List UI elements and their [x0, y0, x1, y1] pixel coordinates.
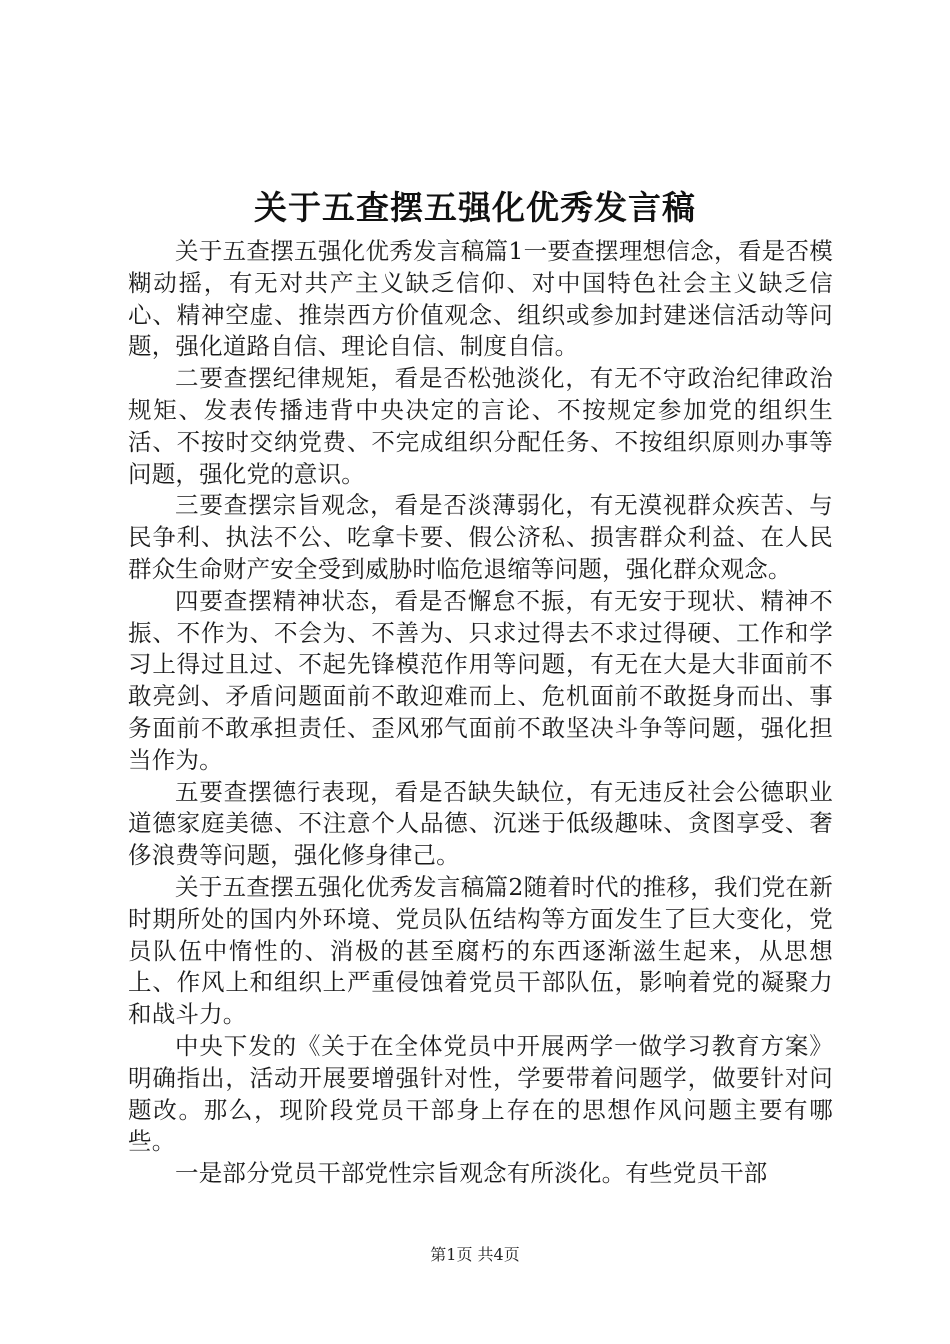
paragraph: 五要查摆德行表现，看是否缺失缺位，有无违反社会公德职业道德家庭美德、不注意个人品德、沉迷于低级趣味、贪图享受、奢侈浪费等问题，强化修身律己。 [128, 777, 833, 870]
document-body [128, 236, 833, 1190]
paragraph: 三要查摆宗旨观念，看是否淡薄弱化，有无漠视群众疾苦、与民争利、执法不公、吃拿卡要、假公济私、损害群众利益、在人民群众生命财产安全受到威胁时临危退缩等问题，强化群众观念。 [128, 491, 833, 583]
page-footer: 第1页 共4页 [430, 1245, 520, 1264]
paragraph: 一是部分党员干部党性宗旨观念有所淡化。有些党员干部 [175, 1159, 768, 1188]
paragraph: 中央下发的《关于在全体党员中开展两学一做学习教育方案》明确指出，活动开展要增强针对性，学要带着问题学，做要针对问题改。那么，现阶段党员干部身上存在的思想作风问题主要有哪些。 [128, 1031, 833, 1156]
paragraph: 关于五查摆五强化优秀发言稿篇1一要查摆理想信念，看是否模糊动摇，有无对共产主义缺乏信仰、对中国特色社会主义缺乏信心、精神空虚、推崇西方价值观念、组织或参加封建迷信活动等问题，强化道路自信、理论自信、制度自信。 [128, 237, 833, 361]
paragraph: 四要查摆精神状态，看是否懈怠不振，有无安于现状、精神不振、不作为、不会为、不善为、只求过得去不求过得硬、工作和学习上得过且过、不起先锋模范作用等问题，有无在大是大非面前不敢亮剑、矛盾问题面前不敢迎难而上、危机面前不敢挺身而出、事务面前不敢承担责任、歪风邪气面前不敢坚决斗争等问题，强化担当作为。 [128, 586, 833, 774]
paragraph: 关于五查摆五强化优秀发言稿篇2随着时代的推移，我们党在新时期所处的国内外环境、党员队伍结构等方面发生了巨大变化，党员队伍中惰性的、消极的甚至腐朽的东西逐渐滋生起来，从思想上、作风上和组织上严重侵蚀着党员干部队伍，影响着党的凝聚力和战斗力。 [128, 872, 833, 1029]
paragraph: 二要查摆纪律规矩，看是否松弛淡化，有无不守政治纪律政治规矩、发表传播违背中央决定的言论、不按规定参加党的组织生活、不按时交纳党费、不完成组织分配任务、不按组织原则办事等问题，强化党的意识。 [128, 364, 833, 488]
document-title: 关于五查摆五强化优秀发言稿 [254, 188, 696, 227]
